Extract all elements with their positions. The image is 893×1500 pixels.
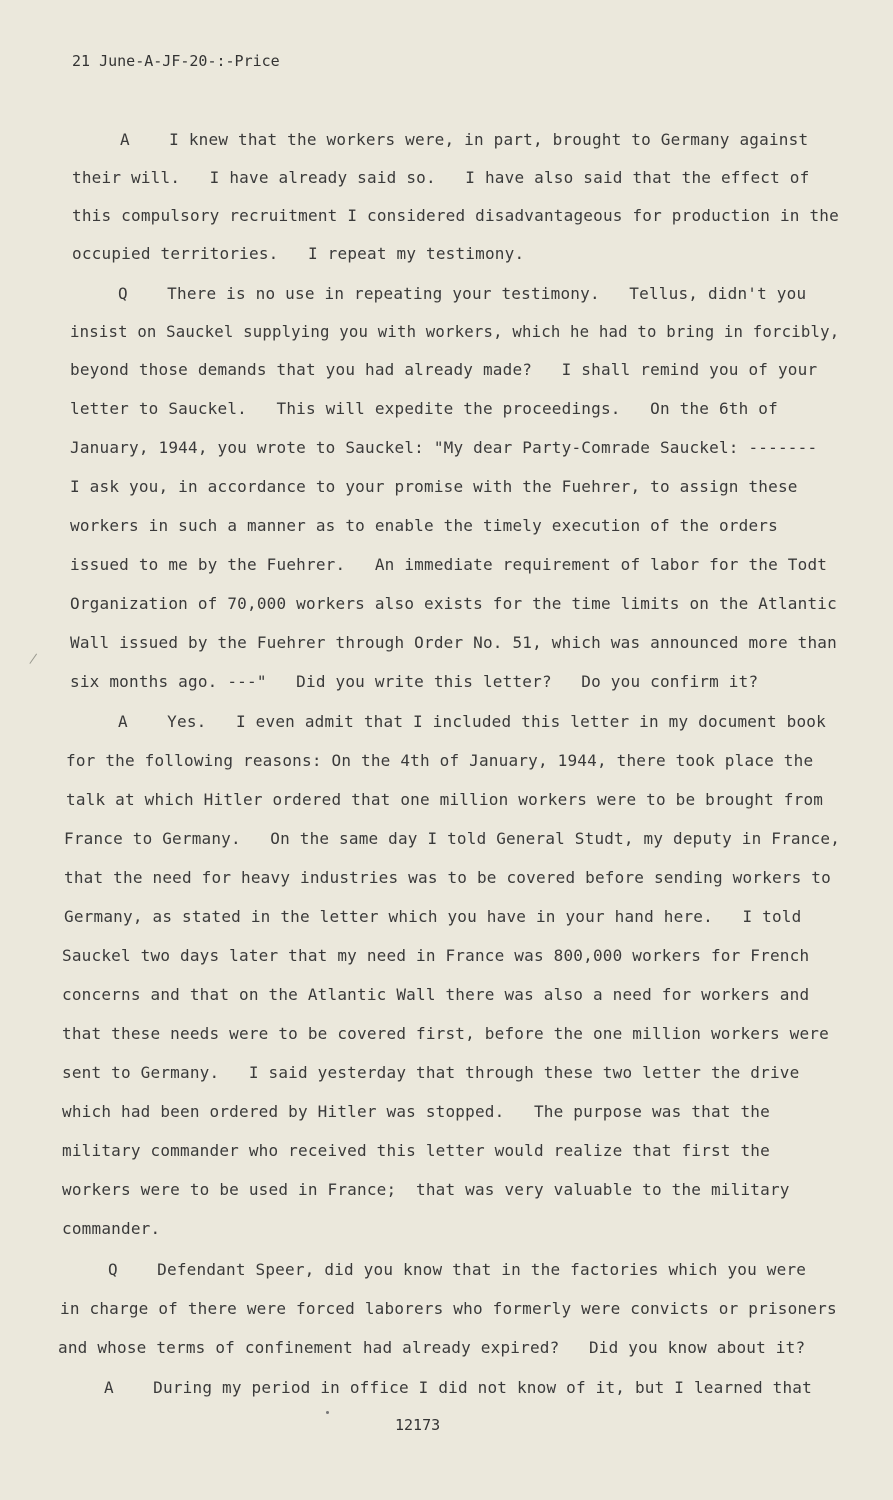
text-line: their will. I have already said so. I have also said that the effect of bbox=[72, 168, 810, 187]
text-line: that these needs were to be covered first, before the one million workers were bbox=[62, 1024, 829, 1043]
text-line: occupied territories. I repeat my testimony. bbox=[72, 244, 525, 263]
text-line: workers were to be used in France; that was very valuable to the military bbox=[62, 1180, 790, 1199]
ink-speck bbox=[326, 1411, 329, 1414]
text-line: workers in such a manner as to enable the timely execution of the orders bbox=[70, 516, 778, 535]
text-line: talk at which Hitler ordered that one million workers were to be brought from bbox=[66, 790, 824, 809]
text-line: Organization of 70,000 workers also exists for the time limits on the Atlantic bbox=[70, 594, 837, 613]
text-line: letter to Sauckel. This will expedite the proceedings. On the 6th of bbox=[70, 399, 778, 418]
text-line: insist on Sauckel supplying you with workers, which he had to bring in forcibly, bbox=[70, 322, 840, 341]
text-line: January, 1944, you wrote to Sauckel: "My dear Party-Comrade Sauckel: ------- bbox=[70, 438, 818, 457]
text-line: France to Germany. On the same day I told General Studt, my deputy in France, bbox=[64, 829, 841, 848]
text-line: Q Defendant Speer, did you know that in the factories which you were bbox=[108, 1260, 807, 1279]
text-line: six months ago. ---" Did you write this letter? Do you confirm it? bbox=[70, 672, 759, 691]
text-line: commander. bbox=[62, 1219, 161, 1238]
text-line: beyond those demands that you had already made? I shall remind you of your bbox=[70, 360, 818, 379]
text-line: issued to me by the Fuehrer. An immediate requirement of labor for the Todt bbox=[70, 555, 828, 574]
margin-mark bbox=[29, 654, 43, 669]
text-line: sent to Germany. I said yesterday that through these two letter the drive bbox=[62, 1063, 800, 1082]
text-line: which had been ordered by Hitler was stopped. The purpose was that the bbox=[62, 1102, 770, 1121]
text-line: A I knew that the workers were, in part, brought to Germany against bbox=[120, 130, 809, 149]
text-line: Sauckel two days later that my need in France was 800,000 workers for French bbox=[62, 946, 810, 965]
text-line: I ask you, in accordance to your promise with the Fuehrer, to assign these bbox=[70, 477, 798, 496]
text-line: that the need for heavy industries was to be covered before sending workers to bbox=[64, 868, 831, 887]
document-header: 21 June-A-JF-20-:-Price bbox=[72, 52, 280, 70]
text-line: A During my period in office I did not know of it, but I learned that bbox=[104, 1378, 812, 1397]
text-line: in charge of there were forced laborers who formerly were convicts or prisoners bbox=[60, 1299, 837, 1318]
text-line: this compulsory recruitment I considered disadvantageous for production in the bbox=[72, 206, 839, 225]
text-line: military commander who received this letter would realize that first the bbox=[62, 1141, 770, 1160]
text-line: Q There is no use in repeating your testimony. Tellus, didn't you bbox=[118, 284, 807, 303]
page-number: 12173 bbox=[395, 1416, 441, 1434]
text-line: for the following reasons: On the 4th of January, 1944, there took place the bbox=[66, 751, 814, 770]
text-line: Germany, as stated in the letter which you have in your hand here. I told bbox=[64, 907, 802, 926]
text-line: A Yes. I even admit that I included this letter in my document book bbox=[118, 712, 826, 731]
text-line: and whose terms of confinement had already expired? Did you know about it? bbox=[58, 1338, 806, 1357]
text-line: Wall issued by the Fuehrer through Order No. 51, which was announced more than bbox=[70, 633, 837, 652]
text-line: concerns and that on the Atlantic Wall there was also a need for workers and bbox=[62, 985, 810, 1004]
